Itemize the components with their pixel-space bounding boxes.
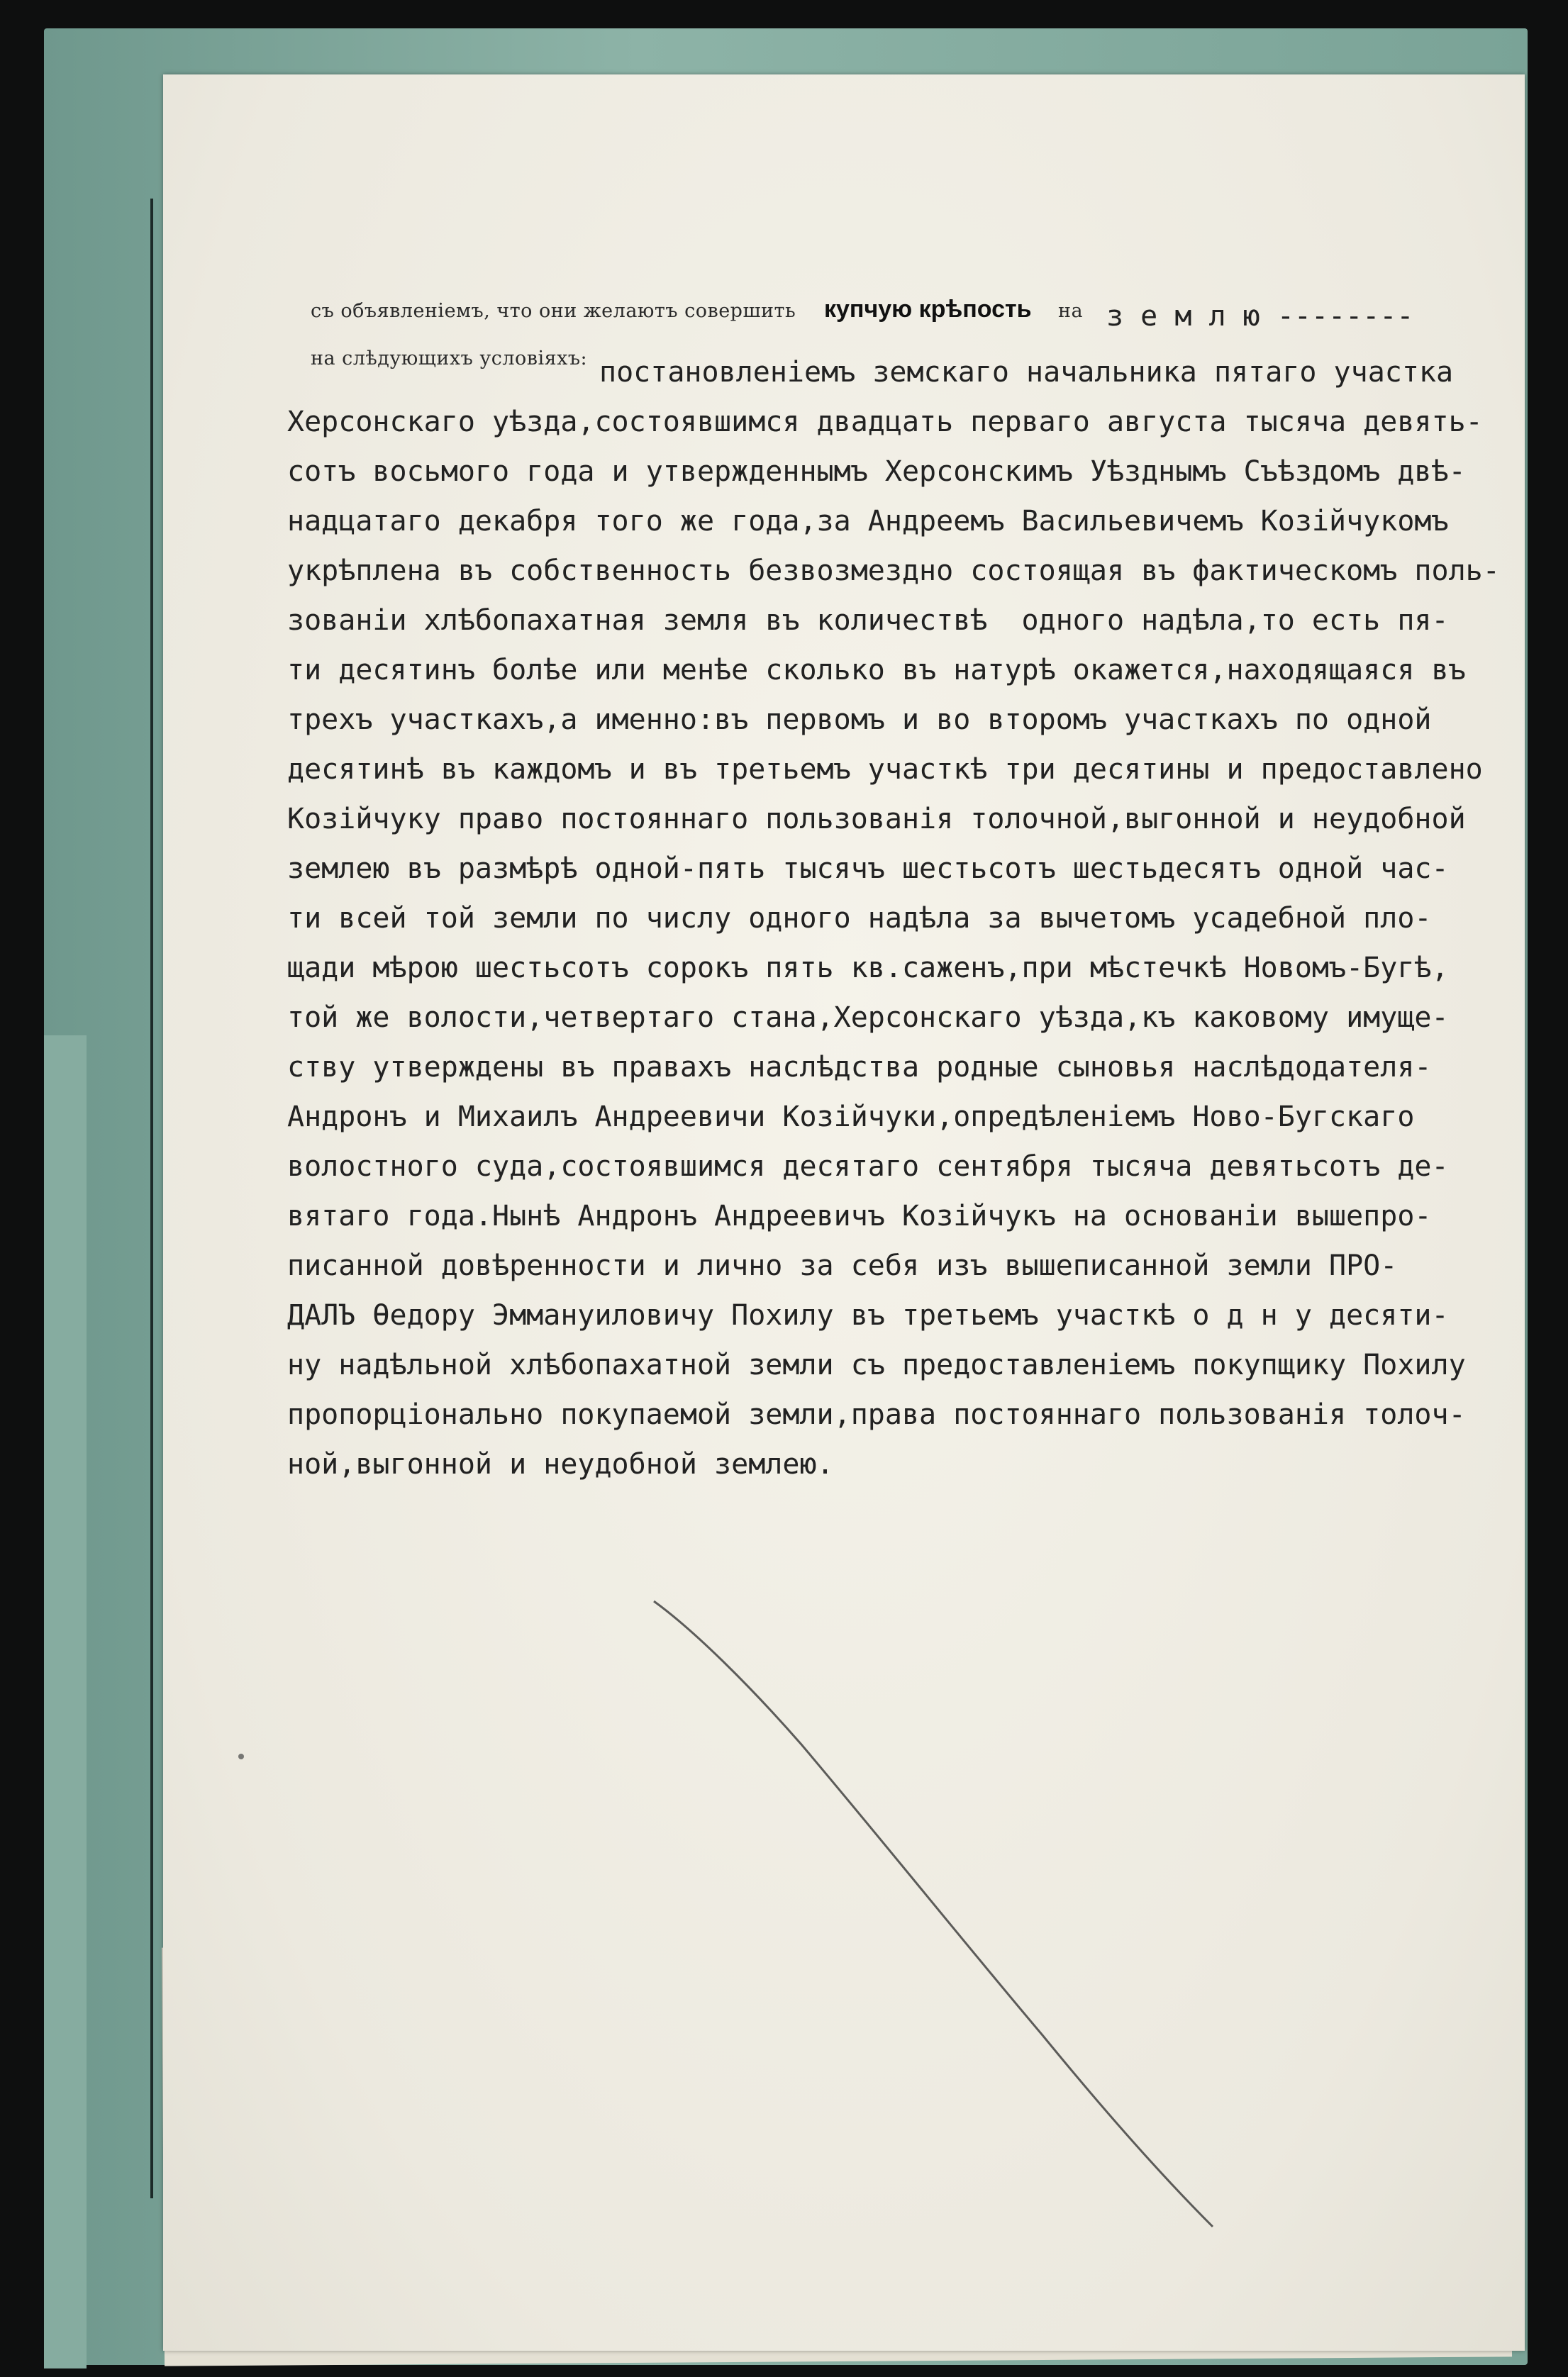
typed-line: сотъ восьмого года и утвержденнымъ Херсонскимъ Уѣзднымъ Съѣздомъ двѣ-: [287, 455, 1466, 488]
typed-line: Херсонскаго уѣзда,состоявшимся двадцать перваго августа тысяча девять-: [287, 406, 1483, 438]
typed-line: зованіи хлѣбопахатная земля въ количествѣ одного надѣла,то есть пя-: [287, 604, 1449, 637]
typed-line: десятинѣ въ каждомъ и въ третьемъ участкѣ три десятины и предоставлено: [287, 753, 1483, 786]
typed-line: пропорціонально покупаемой земли,права постояннаго пользованія толоч-: [287, 1398, 1466, 1431]
typed-line: ДАЛЪ Ѳедору Эммануиловичу Похилу въ третьемъ участкѣ о д н у десяти-: [287, 1299, 1449, 1332]
typed-line: укрѣплена въ собственность безвозмездно состоящая въ фактическомъ поль-: [287, 555, 1500, 587]
typed-line: Андронъ и Михаилъ Андреевичи Козійчуки,опредѣленіемъ Ново-Бугскаго: [287, 1101, 1415, 1133]
typed-line: вятаго года.Нынѣ Андронъ Андреевичъ Козійчукъ на основаніи вышепро-: [287, 1200, 1432, 1232]
typed-line: Козійчуку право постояннаго пользованія толочной,выгонной и неудобной: [287, 803, 1466, 835]
typed-line: землею въ размѣрѣ одной-пять тысячъ шестьсотъ шестьдесятъ одной час-: [287, 852, 1449, 885]
conditions-label: на слѣдующихъ условіяхъ:: [311, 347, 588, 369]
intro-label: съ объявленіемъ, что они желаютъ совершить: [311, 300, 796, 322]
typed-line: ну надѣльной хлѣбопахатной земли съ предоставленіемъ покупщику Похилу: [287, 1349, 1466, 1381]
typed-line: той же волости,четвертаго стана,Херсонскаго уѣзда,къ каковому имуще-: [287, 1001, 1449, 1034]
typed-line: ти всей той земли по числу одного надѣла за вычетомъ усадебной пло-: [287, 902, 1432, 935]
typed-line: ной,выгонной и неудобной землею.: [287, 1448, 834, 1481]
typed-line: трехъ участкахъ,а именно:въ первомъ и во второмъ участкахъ по одной: [287, 703, 1432, 736]
typed-line: постановленіемъ земскаго начальника пятаго участка: [599, 356, 1454, 389]
on-label: на: [1058, 300, 1084, 322]
typed-line: надцатаго декабря того же года,за Андреемъ Васильевичемъ Козійчукомъ: [287, 505, 1449, 538]
deed-type: купчую крѣпость: [824, 296, 1032, 323]
typed-line: ти десятинъ болѣе или менѣе сколько въ натурѣ окажется,находящаяся въ: [287, 654, 1466, 686]
deed-object: з е м л ю --------: [1106, 300, 1414, 333]
typed-line: писанной довѣренности и лично за себя изъ вышеписанной земли ПРО-: [287, 1249, 1398, 1282]
typed-line: волостного суда,состоявшимся десятаго сентября тысяча девятьсотъ де-: [287, 1150, 1449, 1183]
typed-line: щади мѣрою шестьсотъ сорокъ пять кв.саженъ,при мѣстечкѣ Новомъ-Бугѣ,: [287, 952, 1449, 984]
typed-line: ству утверждены въ правахъ наслѣдства родные сыновья наслѣдодателя-: [287, 1051, 1432, 1084]
